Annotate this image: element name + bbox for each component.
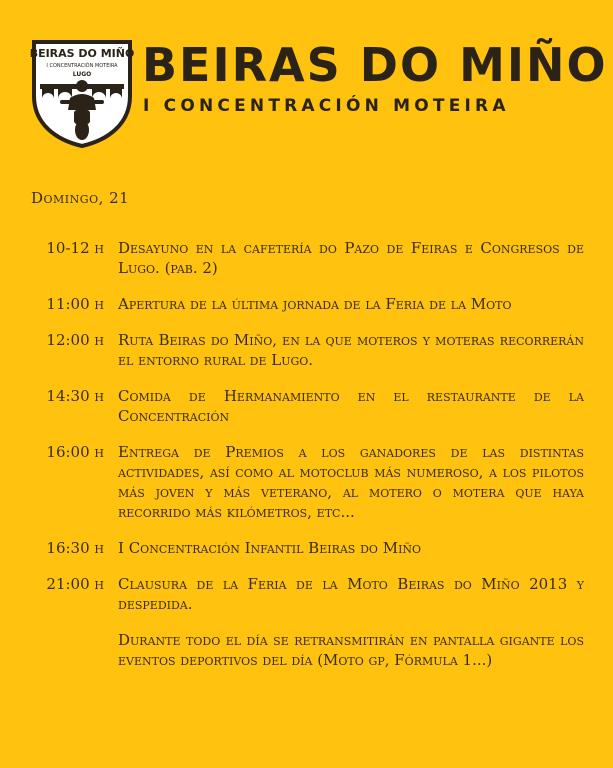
logo-badge bbox=[30, 38, 134, 148]
event-time: 12:00 h bbox=[46, 331, 104, 349]
event-time: 16:00 h bbox=[46, 443, 104, 461]
schedule-event bbox=[0, 538, 613, 558]
event-time: 11:00 h bbox=[46, 295, 104, 313]
page-title: BEIRAS DO MIÑO bbox=[142, 38, 608, 92]
logo-city-text: LUGO bbox=[72, 71, 92, 78]
schedule-event bbox=[0, 386, 613, 426]
event-description: Entrega de Premios a los ganadores de las distintas actividades, así como al motoclub más numeroso, a los pilotos más joven y más veterano, al motero o motera que haya recorrido más kilómetros, etc... bbox=[118, 443, 584, 521]
event-time: 21:00 h bbox=[46, 575, 104, 593]
shield-logo-icon bbox=[30, 38, 134, 148]
logo-mid-text: I CONCENTRACIÓN MOTEIRA bbox=[46, 63, 118, 69]
event-description: Clausura de la Feria de la Moto Beiras do Miño 2013 y despedida. bbox=[118, 575, 584, 613]
schedule-event bbox=[0, 442, 613, 522]
day-heading: Domingo, 21 bbox=[31, 189, 130, 207]
event-description: I Concentración Infantil Beiras do Miño bbox=[118, 539, 422, 557]
schedule-event bbox=[0, 330, 613, 370]
event-time: 16:30 h bbox=[46, 539, 104, 557]
event-time: 14:30 h bbox=[46, 387, 104, 405]
schedule-event bbox=[0, 574, 613, 614]
event-description: Desayuno en la cafetería do Pazo de Feiras e Congresos de Lugo. (pab. 2) bbox=[118, 239, 584, 277]
event-description: Apertura de la última jornada de la Feria de la Moto bbox=[118, 295, 512, 313]
page-subtitle: I CONCENTRACIÓN MOTEIRA bbox=[143, 96, 510, 116]
schedule-note: Durante todo el día se retransmitirán en pantalla gigante los eventos deportivos del día (Moto gp, Fórmula 1...) bbox=[118, 631, 584, 669]
event-description: Comida de Hermanamiento en el restaurante de la Concentración bbox=[118, 387, 584, 425]
logo-top-text: BEIRAS DO MIÑO bbox=[30, 47, 134, 60]
schedule-event bbox=[0, 238, 613, 278]
schedule-list bbox=[0, 238, 613, 670]
event-description: Ruta Beiras do Miño, en la que moteros y moteras recorrerán el entorno rural de Lugo. bbox=[118, 331, 584, 369]
schedule-event bbox=[0, 294, 613, 314]
event-time: 10-12 h bbox=[46, 239, 104, 257]
